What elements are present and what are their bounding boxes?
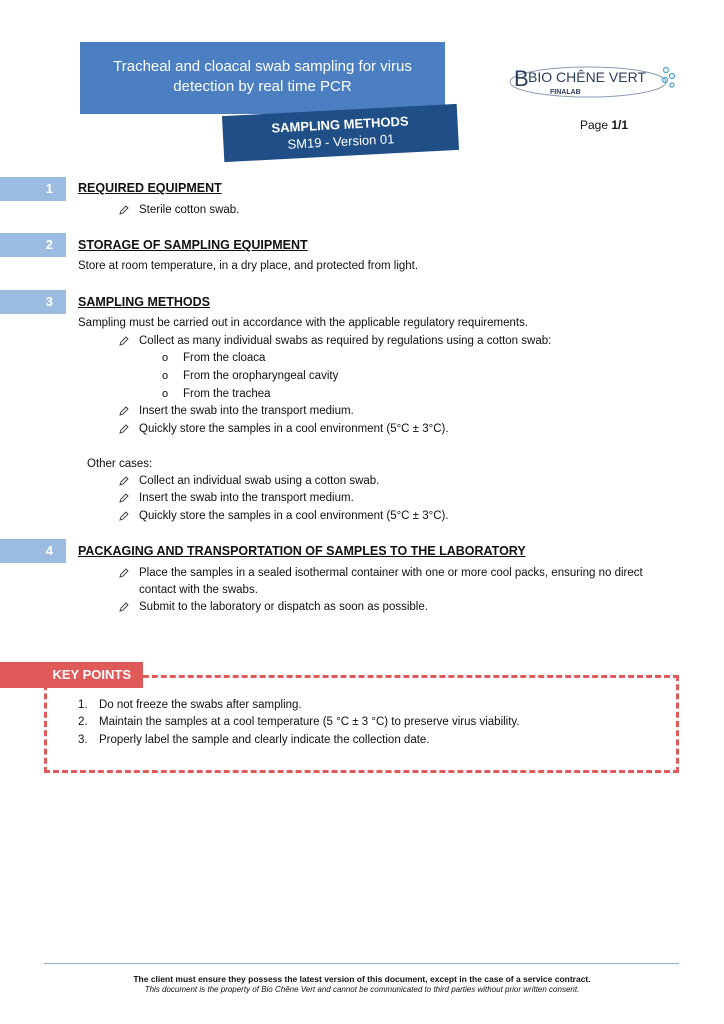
key-point-1: Do not freeze the swabs after sampling. [99,699,302,711]
s3-intro: Sampling must be carried out in accordance with the applicable regulatory requirements. [78,317,529,329]
section-1-title: REQUIRED EQUIPMENT [78,181,222,195]
s3-bullet-2: Insert the swab into the transport medium. [139,405,354,417]
footer-notice: The client must ensure they possess the latest version of this document, except in the case of a service contract. [133,974,591,984]
s3-sub-1: From the cloaca [183,352,266,364]
s4-bullet-1-line1: Place the samples in a sealed isothermal container with one or more cool packs, ensuring no direct [139,567,643,579]
logo-sub: FINALAB [550,89,581,96]
page-number [580,118,628,132]
section-3-number: 3 [0,290,66,314]
pencil-icon [118,423,132,437]
pencil-icon [118,405,132,419]
key-point-number: 2. [78,716,88,728]
key-point-3: Properly label the sample and clearly indicate the collection date. [99,734,430,746]
page-label: Page [580,118,609,132]
logo-text: BIO CHÊNE VERT [528,69,646,85]
s3-bullet-3: Quickly store the samples in a cool environment (5°C ± 3°C). [139,423,449,435]
footer-property: This document is the property of Bio Chêne Vert and cannot be communicated to third parties without prior written consent. [144,985,580,994]
document-title-line1: Tracheal and cloacal swab sampling for virus [113,58,412,75]
pencil-icon [118,510,132,524]
key-point-number: 3. [78,734,88,746]
s3-sub-3: From the trachea [183,388,271,400]
method-label: SAMPLING METHODS [271,113,409,136]
section-3-title: SAMPLING METHODS [78,295,210,309]
pencil-icon [118,601,132,615]
footer-divider [44,963,679,964]
document-title-line2: detection by real time PCR [173,78,352,95]
pencil-icon [118,567,132,581]
s4-bullet-1-line2: contact with the swabs. [139,584,258,596]
pencil-icon [118,204,132,218]
key-point-2: Maintain the samples at a cool temperature (5 °C ± 3 °C) to preserve virus viability. [99,716,520,728]
s3-other-3: Quickly store the samples in a cool environment (5°C ± 3°C). [139,510,449,522]
bio-chene-vert-logo [508,56,678,102]
document-title-box [80,42,445,114]
section-2-number: 2 [0,233,66,257]
key-point-number: 1. [78,699,88,711]
s4-bullet-2: Submit to the laboratory or dispatch as soon as possible. [139,601,428,613]
pencil-icon [118,335,132,349]
sub-bullet-marker: o [162,388,169,400]
section-4-number: 4 [0,539,66,563]
pencil-icon [118,475,132,489]
section-2-title: STORAGE OF SAMPLING EQUIPMENT [78,238,308,252]
s3-other-1: Collect an individual swab using a cotton swab. [139,475,380,487]
section-1-number: 1 [0,177,66,201]
s1-bullet-1: Sterile cotton swab. [139,204,240,216]
s2-text: Store at room temperature, in a dry place, and protected from light. [78,260,419,272]
section-4-title: PACKAGING AND TRANSPORTATION OF SAMPLES TO THE LABORATORY [78,544,526,558]
s3-other-2: Insert the swab into the transport medium. [139,492,354,504]
key-points-label: KEY POINTS [0,662,143,688]
s3-bullet-1: Collect as many individual swabs as required by regulations using a cotton swab: [139,335,552,347]
sub-bullet-marker: o [162,370,169,382]
svg-text:B: B [514,66,529,91]
sub-bullet-marker: o [162,352,169,364]
s3-sub-2: From the oropharyngeal cavity [183,370,339,382]
page-value: 1/1 [611,118,629,132]
method-version: SM19 - Version 01 [287,131,395,152]
s3-other-cases: Other cases: [87,458,153,470]
pencil-icon [118,492,132,506]
